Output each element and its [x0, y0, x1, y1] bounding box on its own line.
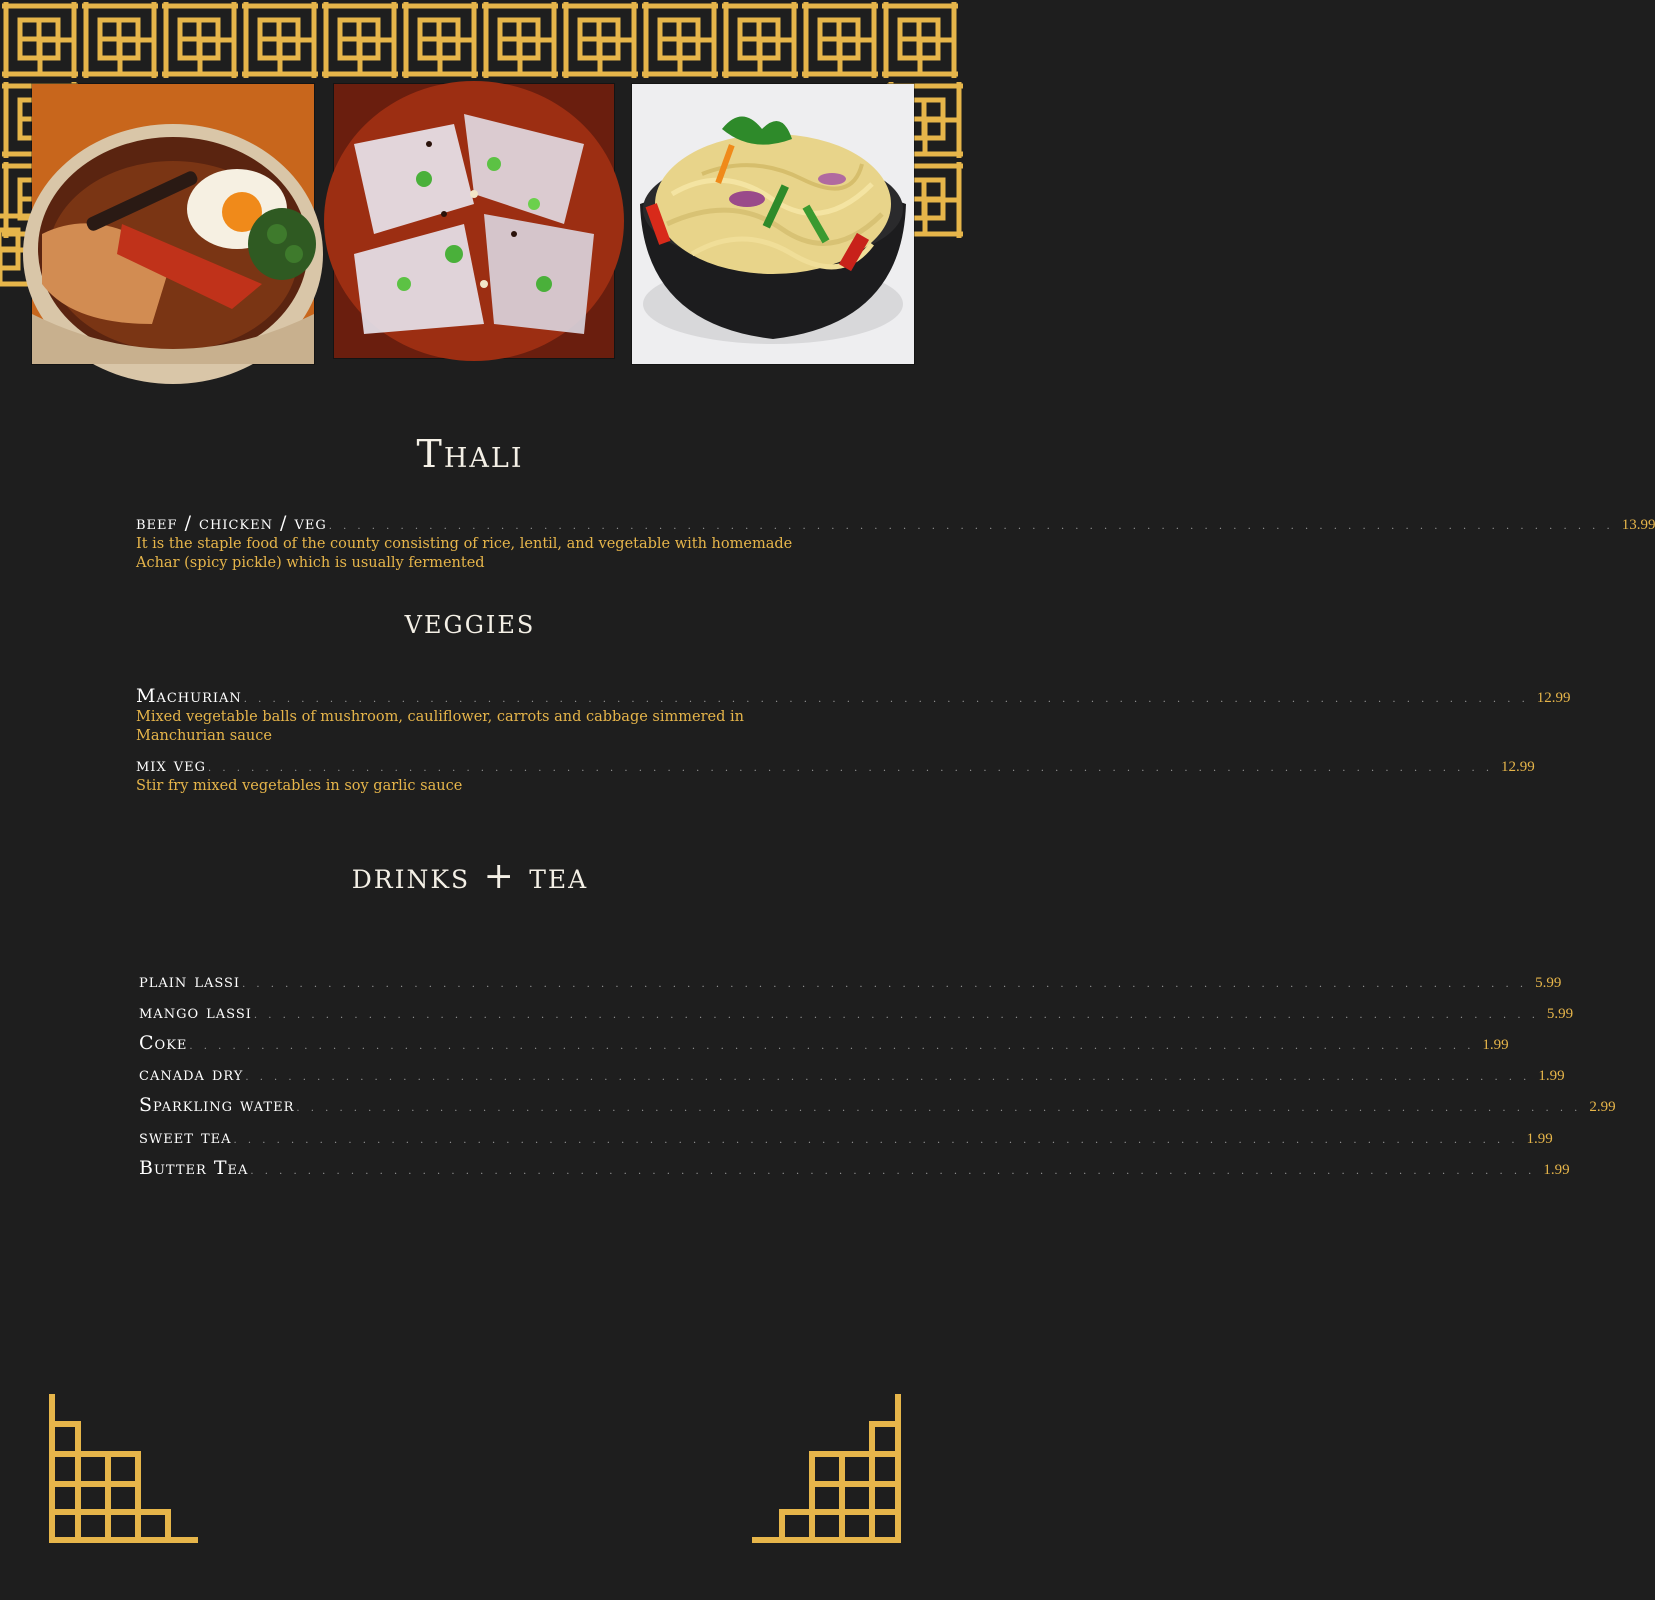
- corner-ornament-right: [752, 1394, 902, 1544]
- drink-item: [139, 1063, 1565, 1085]
- item-price: 1.99: [1543, 1162, 1570, 1178]
- dot-leader: . . . . . . . . . . . . . . . . . . . . . . . . . . . . . . . . . . . . . . . . . . . . . . . . . . . . . . . . . . . . . . . . . . . . . . . . . . . . . . . . . . . . . . . . . .: [253, 1010, 1539, 1021]
- item-description: Stir fry mixed vegetables in soy garlic sauce: [136, 778, 463, 794]
- item-price: 5.99: [1535, 975, 1562, 991]
- dot-leader: . . . . . . . . . . . . . . . . . . . . . . . . . . . . . . . . . . . . . . . . . . . . . . . . . . . . . . . . . . . . . . . . . . . . . . . . . . . . . . . . . . . . . . . . . .: [233, 1135, 1519, 1146]
- item-name: canada dry: [139, 1063, 244, 1085]
- item-name: beef / chicken / veg: [136, 512, 327, 534]
- item-price: 1.99: [1538, 1068, 1565, 1084]
- item-name: mango lassi: [139, 1001, 252, 1023]
- menu-item: [136, 754, 1535, 796]
- item-name: Sparkling water: [139, 1094, 295, 1116]
- item-name: sweet tea: [139, 1126, 232, 1148]
- item-name: Butter Tea: [139, 1157, 249, 1179]
- item-price: 5.99: [1546, 1006, 1574, 1022]
- section-title-thali: Thali: [416, 432, 524, 476]
- drink-item: [139, 1001, 1574, 1023]
- item-price: 12.99: [1536, 690, 1571, 706]
- dot-leader: . . . . . . . . . . . . . . . . . . . . . . . . . . . . . . . . . . . . . . . . . . . . . . . . . . . . . . . . . . . . . . . . . . . . . . . . . . . . . . . . . . . . . . . . . .: [242, 979, 1528, 990]
- item-price: 12.99: [1501, 759, 1535, 775]
- food-photo-curry-soup: [32, 84, 314, 364]
- item-name: plain lassi: [139, 970, 241, 992]
- drink-item: [139, 1032, 1509, 1054]
- item-price: 13.99: [1621, 517, 1655, 533]
- dot-leader: . . . . . . . . . . . . . . . . . . . . . . . . . . . . . . . . . . . . . . . . . . . . . . . . . . . . . . . . . . . . . . . . . . . . . . . . . . . . . . . . . . . . . . . . . .: [296, 1103, 1582, 1114]
- food-photo-stir-fried-noodles: [632, 84, 914, 364]
- dot-leader: . . . . . . . . . . . . . . . . . . . . . . . . . . . . . . . . . . . . . . . . . . . . . . . . . . . . . . . . . . . . . . . . . . . . . . . . . . . . . . . . . . . . . . . . . .: [250, 1166, 1536, 1177]
- item-name: Machurian: [136, 685, 242, 707]
- item-price: 1.99: [1482, 1037, 1509, 1053]
- dot-leader: . . . . . . . . . . . . . . . . . . . . . . . . . . . . . . . . . . . . . . . . . . . . . . . . . . . . . . . . . . . . . . . . . . . . . . . . . . . . . . . . . . . . . . . . . .: [243, 694, 1529, 705]
- item-price: 1.99: [1526, 1131, 1553, 1147]
- food-photo-glass-noodles: [334, 84, 614, 358]
- drink-item: [139, 1157, 1570, 1179]
- dot-leader: . . . . . . . . . . . . . . . . . . . . . . . . . . . . . . . . . . . . . . . . . . . . . . . . . . . . . . . . . . . . . . . . . . . . . . . . . . . . . . . . . . . . . . . . . .: [189, 1041, 1475, 1052]
- dot-leader: . . . . . . . . . . . . . . . . . . . . . . . . . . . . . . . . . . . . . . . . . . . . . . . . . . . . . . . . . . . . . . . . . . . . . . . . . . . . . . . . . . . . . . . . . .: [208, 763, 1494, 774]
- menu-item: [136, 512, 1655, 573]
- item-description: It is the staple food of the county consisting of rice, lentil, and vegetable with homemade Achar (spicy pickle) which is usually fermented: [136, 536, 793, 571]
- corner-ornament-left: [48, 1394, 198, 1544]
- dot-leader: . . . . . . . . . . . . . . . . . . . . . . . . . . . . . . . . . . . . . . . . . . . . . . . . . . . . . . . . . . . . . . . . . . . . . . . . . . . . . . . . . . . . . . . . . .: [328, 521, 1614, 532]
- item-description: Mixed vegetable balls of mushroom, cauliflower, carrots and cabbage simmered in Manchurian sauce: [136, 709, 744, 744]
- drink-item: [139, 1126, 1553, 1148]
- drink-item: [139, 1094, 1616, 1116]
- section-title-veggies: veggies: [404, 602, 536, 642]
- item-name: Coke: [139, 1032, 188, 1054]
- item-price: 2.99: [1589, 1099, 1616, 1115]
- section-title-drinks: drinks + tea: [351, 856, 589, 897]
- menu-item: [136, 685, 1571, 746]
- drink-item: [139, 970, 1562, 992]
- dot-leader: . . . . . . . . . . . . . . . . . . . . . . . . . . . . . . . . . . . . . . . . . . . . . . . . . . . . . . . . . . . . . . . . . . . . . . . . . . . . . . . . . . . . . . . . . .: [245, 1072, 1531, 1083]
- item-name: mix veg: [136, 754, 207, 776]
